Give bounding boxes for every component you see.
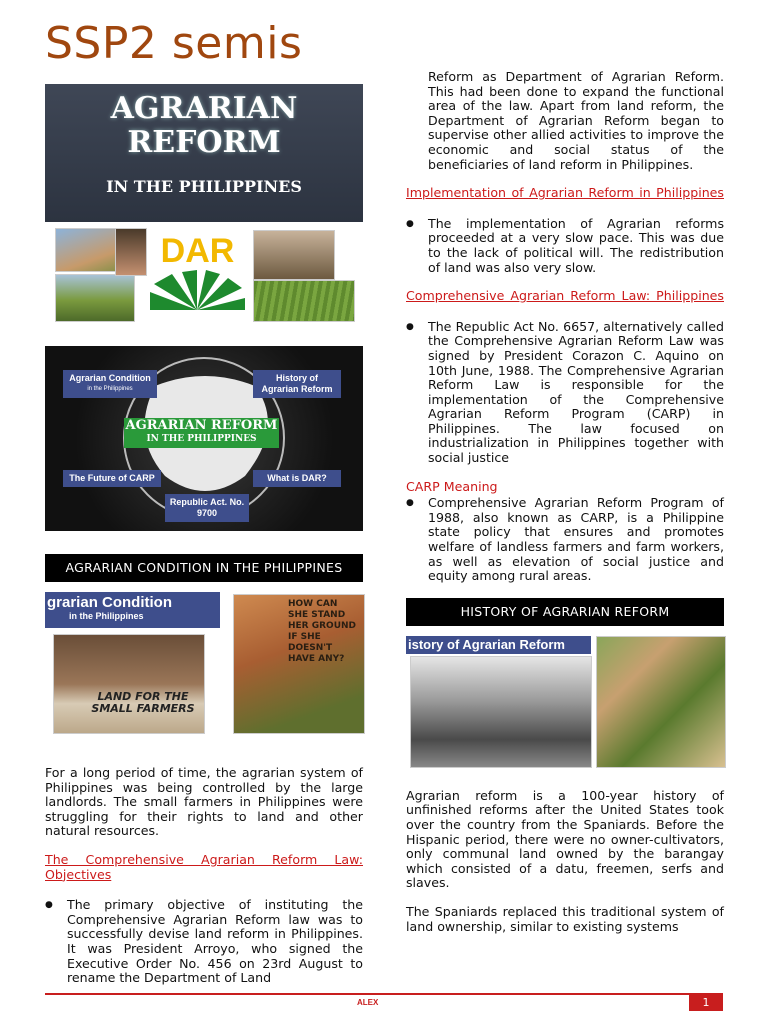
- section-bar-history: HISTORY OF AGRARIAN REFORM: [406, 598, 724, 626]
- mother-sign-text: HOW CAN SHE STAND HER GROUND IF SHE DOESN'T HAVE ANY?: [288, 599, 357, 664]
- tag-history: [253, 370, 341, 398]
- paragraph-agrarian-system: For a long period of time, the agrarian system of Philippines was being controlled by the large landlords. The small farmers in Philippines were struggling for their rights to land and other natural resources.: [45, 765, 363, 839]
- cover-title-line2: REFORM: [127, 125, 281, 160]
- tag-agrarian-condition-sub: in the Philippines: [87, 386, 133, 392]
- right-column: [406, 70, 724, 934]
- heading-carl-philippines[interactable]: Comprehensive Agrarian Reform Law: Philippines: [406, 288, 724, 304]
- historic-village-photo: [410, 656, 592, 768]
- history-banner: [406, 636, 591, 654]
- condition-banner: [45, 592, 220, 628]
- tag-republic-act: [165, 494, 249, 522]
- protest-photo: [253, 230, 335, 280]
- list-implementation: [406, 217, 724, 275]
- dar-logo-rays: [150, 270, 245, 314]
- tag-history-label: History of Agrarian Reform: [261, 373, 333, 394]
- cover-image: [45, 84, 363, 324]
- cover-title: [45, 92, 363, 160]
- bullet-implementation: ● The implementation of Agrarian reforms proceeded at a very slow pace. This was due to the lack of political will. The redistribution of land was also very slow.: [406, 217, 724, 275]
- heading-implementation[interactable]: Implementation of Agrarian Reform in Philippines: [406, 185, 724, 201]
- tag-what-is-dar: [253, 470, 341, 487]
- condition-banner-main: grarian Condition: [47, 594, 172, 611]
- bullet-primary-objective: ● The primary objective of instituting the Comprehensive Agrarian Reform law was to successfully devise land reform in Philippines. It was President Arroyo, who signed the Executive Order No. 456 on 23rd August to rename the Department of Land: [45, 898, 363, 986]
- heading-carp-meaning: CARP Meaning: [406, 478, 498, 494]
- footer-author: ALEX: [357, 998, 379, 1007]
- condition-banner-sub: in the Philippines: [69, 611, 144, 621]
- dar-logo: [150, 234, 245, 314]
- tag-republic-act-label: Republic Act. No. 9700: [169, 497, 245, 518]
- page-title: SSP2 semis: [45, 18, 303, 69]
- paragraph-dar-continued: Reform as Department of Agrarian Reform. This had been done to expand the functional area of the law. Apart from land reform, the Department of Agrarian Reform began to supervise other allied activities to improve the economic and social status of the beneficiaries of land reform in Philippines.: [428, 69, 724, 172]
- woman-photo: [115, 228, 147, 276]
- page-number: 1: [689, 995, 723, 1011]
- list-carp: [406, 496, 724, 584]
- topics-diagram: [45, 346, 363, 531]
- list-carl: [406, 320, 724, 466]
- bullet-republic-act: ● The Republic Act No. 6657, alternatively called the Comprehensive Agrarian Reform Law was signed by President Corazon C. Aquino on 10th June, 1988. The Comprehensive Agrarian Reform Law is responsible for the implementation of the Comprehensive Agrarian Reform Program (CARP) in Philippines. The law focused on industrialization in Philippines together with social justice: [406, 320, 724, 466]
- field-photo: [253, 280, 355, 322]
- diagram-center-line2: IN THE PHILIPPINES: [146, 434, 257, 444]
- cover-subtitle: IN THE PHILIPPINES: [106, 177, 302, 196]
- land-sign-text: LAND FOR THE SMALL FARMERS: [91, 690, 195, 715]
- land-for-farmers-photo: [53, 634, 205, 734]
- history-images: [406, 636, 724, 776]
- paragraph-history-2: The Spaniards replaced this traditional system of land ownership, similar to existing systems: [406, 903, 724, 934]
- tag-agrarian-condition: [63, 370, 157, 398]
- diagram-center-title: [124, 418, 279, 448]
- condition-images: [45, 592, 363, 742]
- carabao-photo: [55, 274, 135, 322]
- dar-logo-text: DAR: [160, 232, 235, 270]
- heading-carl-objectives[interactable]: The Comprehensive Agrarian Reform Law: Objectives: [45, 851, 363, 882]
- left-column: [45, 84, 363, 986]
- mother-child-photo: [233, 594, 365, 734]
- footer-rule: [45, 993, 723, 995]
- history-banner-main: istory of Agrarian Reform: [408, 636, 565, 652]
- tag-future-carp: [63, 470, 161, 487]
- bullet-carp-meaning: ● Comprehensive Agrarian Reform Program of 1988, also known as CARP, is a Philippine state policy that ensures and promotes welfare of landless farmers and farm workers, as well as elevation of social justice and equity among rural areas.: [406, 496, 724, 584]
- paragraph-history-1: Agrarian reform is a 100-year history of unfinished reforms after the United States took over the country from the Spaniards. Before the Hispanic period, there were no owner-cultivators, only communal land owned by the barangay which consisted of a datu, freemen, serfs and slaves.: [406, 787, 724, 891]
- tag-agrarian-condition-label: Agrarian Condition: [69, 373, 151, 383]
- cover-title-line1: AGRARIAN: [110, 91, 298, 126]
- list-objectives: [45, 898, 363, 986]
- section-bar-agrarian-condition: AGRARIAN CONDITION IN THE PHILIPPINES: [45, 554, 363, 582]
- tag-future-carp-label: The Future of CARP: [69, 473, 155, 483]
- diagram-center-line1: AGRARIAN REFORM: [125, 418, 278, 433]
- farmers-collage-photo: [596, 636, 726, 768]
- tag-what-is-dar-label: What is DAR?: [267, 473, 327, 483]
